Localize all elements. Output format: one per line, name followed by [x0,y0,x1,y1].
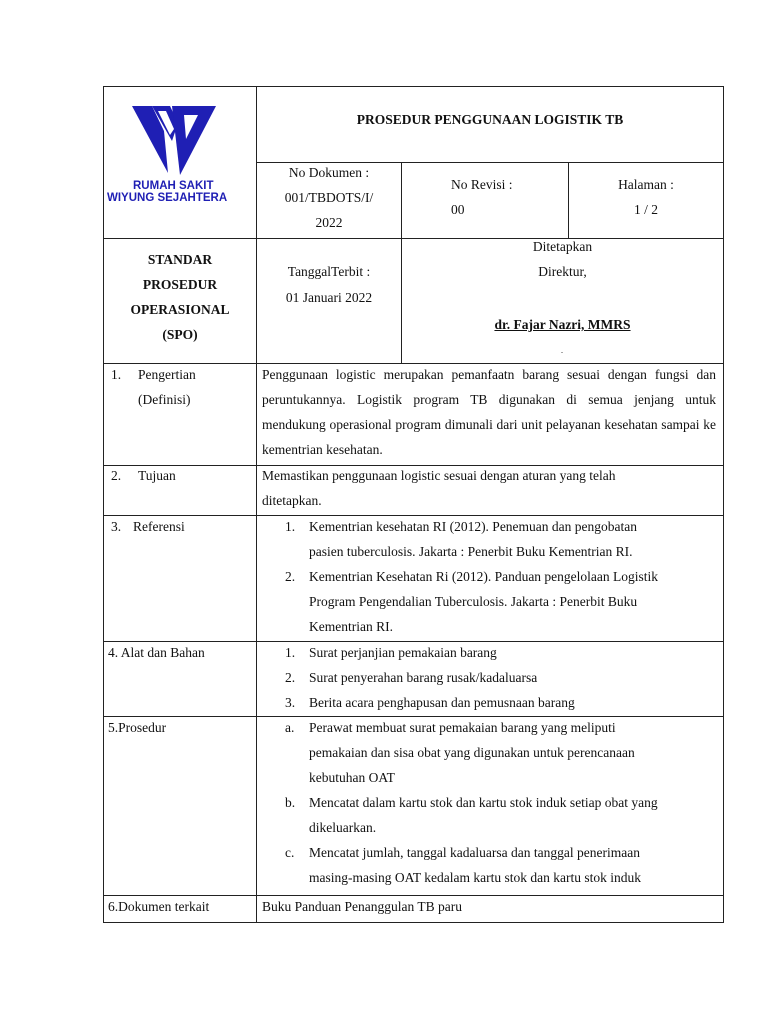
border-bottom [103,922,724,923]
document-title: PROSEDUR PENGGUNAAN LOGISTIK TB [356,112,624,127]
ditetapkan-label: Ditetapkan [532,239,593,254]
no-revisi-value: 00 [451,202,465,217]
alat-item [262,690,718,715]
tujuan-text-1: Memastikan penggunaan logistic sesuai dengan aturan yang telah [262,468,616,483]
list-item-line: pemakaian dan sisa obat yang digunakan untuk perencanaan [309,745,635,760]
logo-line-2: WIYUNG SEJAHTERA [107,192,228,204]
dokumen-text: Buku Panduan Penanggulan TB paru [262,899,462,914]
tanggal-terbit-label: TanggalTerbit : [287,264,371,279]
tujuan-num: 2. [111,468,122,483]
list-marker: 2. [285,670,296,685]
referensi-num: 3. [111,519,122,534]
alat-list [262,640,718,715]
spo-line-1: STANDAR [147,252,213,267]
signature-dot: . [561,346,563,355]
list-item-line: Mencatat dalam kartu stok dan kartu stok induk setiap obat yang [309,795,658,810]
list-marker: 1. [285,645,296,660]
spo-line-2: PROSEDUR [142,277,218,292]
list-item-line: Perawat membuat surat pemakaian barang yang meliputi [309,720,616,735]
referensi-item [262,564,718,639]
no-dokumen-value-2: 2022 [315,215,343,230]
list-item-line: pasien tuberculosis. Jakarta : Penerbit Buku Kementrian RI. [309,544,633,559]
tujuan-text-2: ditetapkan. [262,493,322,508]
tujuan-label: Tujuan [138,468,176,483]
no-dokumen-label: No Dokumen : [288,165,370,180]
tanggal-terbit-value: 01 Januari 2022 [285,290,373,305]
list-item-line: masing-masing OAT kedalam kartu stok dan kartu stok induk [309,870,641,885]
halaman-label: Halaman : [618,177,674,192]
list-marker: 1. [285,519,296,534]
alat-label: 4. Alat dan Bahan [108,645,205,660]
prosedur-step [262,715,718,790]
list-item-line: Kementrian RI. [309,619,393,634]
alat-item [262,640,718,665]
halaman-value: 1 / 2 [633,202,658,217]
referensi-label: Referensi [133,519,185,534]
border-left [103,86,104,923]
list-item-line: Kementrian Kesehatan Ri (2012). Panduan pengelolaan Logistik [309,569,659,584]
logo-line-1: RUMAH SAKIT [133,180,214,192]
alat-item [262,665,718,690]
pengertian-label-2: (Definisi) [138,392,191,407]
list-item-line: Surat penyerahan barang rusak/kadaluarsa [309,670,538,685]
spo-line-4: (SPO) [162,327,198,342]
list-marker: a. [285,720,295,735]
list-item-line: dikeluarkan. [309,820,377,835]
director-name: dr. Fajar Nazri, MMRS [494,317,631,332]
list-item-line: Berita acara penghapusan dan pemusnaan barang [309,695,575,710]
border-right [723,86,724,923]
referensi-list [262,514,718,639]
list-item-line: Program Pengendalian Tuberculosis. Jakarta : Penerbit Buku [309,594,638,609]
prosedur-list [262,715,718,890]
list-marker: b. [285,795,296,810]
list-item-line: kebutuhan OAT [309,770,395,785]
list-marker: 3. [285,695,296,710]
list-item-line: Mencatat jumlah, tanggal kadaluarsa dan tanggal penerimaan [309,845,640,860]
no-dokumen-value-1: 001/TBDOTS/I/ [284,190,374,205]
dokumen-label: 6.Dokumen terkait [108,899,210,914]
direktur-label: Direktur, [538,264,587,279]
list-item-line: Kementrian kesehatan RI (2012). Penemuan dan pengobatan [309,519,638,534]
prosedur-step [262,840,718,890]
list-marker: c. [285,845,295,860]
prosedur-label: 5.Prosedur [108,720,167,735]
pengertian-num: 1. [111,367,122,382]
spo-line-3: OPERASIONAL [130,302,230,317]
referensi-item [262,514,718,564]
pengertian-label: Pengertian [138,367,196,382]
list-marker: 2. [285,569,296,584]
border-top [103,86,724,87]
hospital-logo-icon [128,103,220,177]
list-item-line: Surat perjanjian pemakaian barang [309,645,497,660]
pengertian-text: Penggunaan logistic merupakan pemanfaatn barang sesuai dengan fungsi dan peruntukannya. Logistik program TB digunakan di semua jenjang untuk mendukung operasional program dimunali dari unit pelayanan kesehatan sampai ke kementrian kesehatan. [262,367,716,457]
prosedur-step [262,790,718,840]
no-revisi-label: No Revisi : [451,177,513,192]
